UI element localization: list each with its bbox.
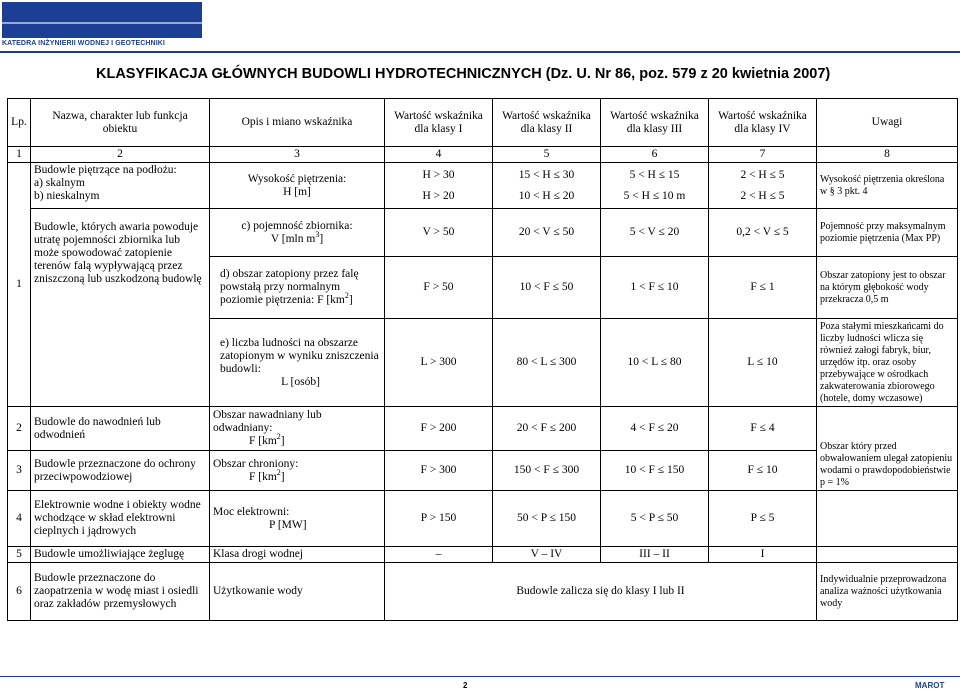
desc-unit: F $[km^2]$ [249,467,285,483]
value-b: 10 < H ≤ 20 [518,189,575,202]
row-value-merged: Budowle zalicza się do klasy I lub II [385,563,817,621]
value-class-4: 0,2 < V ≤ 5 [709,209,817,257]
value-a: 15 < H ≤ 30 [518,168,575,181]
col-number: 1 [8,147,31,163]
footer-brand: MAROT [915,681,945,690]
row-note-empty [817,547,958,563]
value-class-4 [709,163,817,209]
value-class-3: III – II [601,547,709,563]
table-row-2 [8,407,958,451]
page-title: KLASYFIKACJA GŁÓWNYCH BUDOWLI HYDROTECHNICZNYCH (Dz. U. Nr 86, poz. 579 z 20 kwietnia 2007) [96,66,831,82]
col-class-1: Wartość wskaźnika dla klasy I [385,99,493,147]
value-class-2: 20 < V ≤ 50 [493,209,601,257]
value-class-1: – [385,547,493,563]
table-row-dams [8,163,958,209]
row-desc: d) obszar zatopiony przez falę powstałą przy normalnym poziomie piętrzenia: F $[km^2]$ [210,257,385,319]
col-number: 6 [601,147,709,163]
row-name: Budowle przeznaczone do ochrony przeciwpowodziowej [31,451,210,491]
row-lp: 5 [8,547,31,563]
header-row [8,99,958,147]
col-number: 2 [31,147,210,163]
row-lp: 6 [8,563,31,621]
value-class-4: L ≤ 10 [709,319,817,407]
col-number: 4 [385,147,493,163]
value-class-4: F ≤ 4 [709,407,817,451]
value-class-1 [385,163,493,209]
value-class-1: F > 50 [385,257,493,319]
table-row-3 [8,451,958,491]
row-desc [210,319,385,407]
value-class-1: P > 150 [385,491,493,547]
value-a: H > 30 [422,168,455,181]
value-b: 2 < H ≤ 5 [740,189,785,202]
row-name: Budowle, których awaria powoduje utratę pojemności zbiornika lub może spowodować zatopienie terenów falą wypływającą przez zniszczoną lub uszkodzoną budowlę [31,209,210,407]
department-logo [0,0,204,52]
col-number: 3 [210,147,385,163]
row-desc [210,491,385,547]
row-name-b: b) nieskalnym [34,190,100,202]
row-lp: 4 [8,491,31,547]
row-note: Wysokość piętrzenia określona w § 3 pkt. 4 [817,163,958,209]
column-number-row [8,147,958,163]
row-name: Budowle przeznaczone do zaopatrzenia w wodę miast i osiedli oraz zakładów przemysłowych [31,563,210,621]
col-notes: Uwagi [817,99,958,147]
value-b: 5 < H ≤ 10 m [623,189,686,202]
row-desc [210,407,385,451]
value-class-3: 1 < F ≤ 10 [601,257,709,319]
desc-label: Wysokość piętrzenia: [247,172,347,185]
value-class-3: 4 < F ≤ 20 [601,407,709,451]
value-class-3: 10 < L ≤ 80 [601,319,709,407]
value-class-4: P ≤ 5 [709,491,817,547]
value-class-4: F ≤ 10 [709,451,817,491]
desc-label: c) pojemność zbiornika: [241,219,353,232]
row-desc [210,209,385,257]
table-row-1c [8,209,958,257]
col-class-2: Wartość wskaźnika dla klasy II [493,99,601,147]
row-desc: Klasa drogi wodnej [210,547,385,563]
value-class-4: F ≤ 1 [709,257,817,319]
col-number: 8 [817,147,958,163]
desc-label: e) liczba ludności na obszarze zatopionym w wyniku zniszczenia budowli: [220,336,379,375]
row-name-text: Budowle piętrzące na podłożu: [34,164,177,176]
value-class-3 [601,163,709,209]
value-class-1: F > 300 [385,451,493,491]
table-row-4 [8,491,958,547]
desc-label: Moc elektrowni: [213,505,290,518]
value-class-4: I [709,547,817,563]
value-class-2: 10 < F ≤ 50 [493,257,601,319]
value-class-3: 5 < P ≤ 50 [601,491,709,547]
desc-unit: P [MW] [269,518,307,531]
row-note: Poza stałymi mieszkańcami do liczby ludności wlicza się również załogi fabryk, biur, urzędów itp. oraz osoby przebywające w ośrodkach zakwaterowania zbiorowego (hotele, domy wczasowe) [817,319,958,407]
row-desc: Użytkowanie wody [210,563,385,621]
col-desc: Opis i miano wskaźnika [210,99,385,147]
value-class-2: 50 < P ≤ 150 [493,491,601,547]
value-class-1: L > 300 [385,319,493,407]
col-number: 7 [709,147,817,163]
department-name: KATEDRA INŻYNIERII WODNEJ I GEOTECHNIKI [2,40,165,47]
desc-label: Obszar chroniony: [213,457,299,470]
row-lp: 3 [8,451,31,491]
value-class-3: 5 < V ≤ 20 [601,209,709,257]
row-note-empty [817,491,958,547]
row-desc [210,163,385,209]
classification-table [7,98,958,621]
row-note: Obszar zatopiony jest to obszar na którym głębokość wody przekracza 0,5 m [817,257,958,319]
row-name: Budowle do nawodnień lub odwodnień [31,407,210,451]
value-class-2: 80 < L ≤ 300 [493,319,601,407]
footer-rule [0,676,960,677]
col-class-3: Wartość wskaźnika dla klasy III [601,99,709,147]
value-class-1: F > 200 [385,407,493,451]
desc-unit: F $[km^2]$ [249,432,285,447]
header-rule [0,51,960,53]
value-a: 2 < H ≤ 5 [740,168,785,181]
value-class-2: V – IV [493,547,601,563]
row-note: Obszar który przed obwałowaniem ulegał zatopieniu wodami o prawdopodobieństwie p = 1% [817,407,958,491]
desc-unit: H [m] [283,185,311,198]
row-lp: 1 [8,163,31,407]
page-number: 2 [463,681,468,690]
desc-unit: V [mln $m^3$] [270,229,324,245]
row-note: Indywidualnie przeprowadzona analiza ważności użytkowania wody [817,563,958,621]
row-note: Pojemność przy maksymalnym poziomie piętrzenia (Max PP) [817,209,958,257]
table-row-6 [8,563,958,621]
row-desc [210,451,385,491]
col-lp: Lp. [8,99,31,147]
row-name: Budowle umożliwiające żeglugę [31,547,210,563]
value-class-2: 20 < F ≤ 200 [493,407,601,451]
row-name-a: a) skalnym [34,177,85,189]
desc-label: Obszar nawadniany lub odwadniany: [213,409,322,434]
col-name: Nazwa, charakter lub funkcja obiektu [31,99,210,147]
desc-unit: L [osób] [281,375,320,388]
logo-band [2,2,202,38]
value-b: H > 20 [422,189,455,202]
value-class-2: 150 < F ≤ 300 [493,451,601,491]
row-name [31,163,210,209]
value-class-1: V > 50 [385,209,493,257]
value-class-2 [493,163,601,209]
table-row-5 [8,547,958,563]
col-class-4: Wartość wskaźnika dla klasy IV [709,99,817,147]
value-class-3: 10 < F ≤ 150 [601,451,709,491]
row-name: Elektrownie wodne i obiekty wodne wchodzące w skład elektrowni cieplnych i jądrowych [31,491,210,547]
value-a: 5 < H ≤ 15 [629,168,680,181]
col-number: 5 [493,147,601,163]
row-lp: 2 [8,407,31,451]
